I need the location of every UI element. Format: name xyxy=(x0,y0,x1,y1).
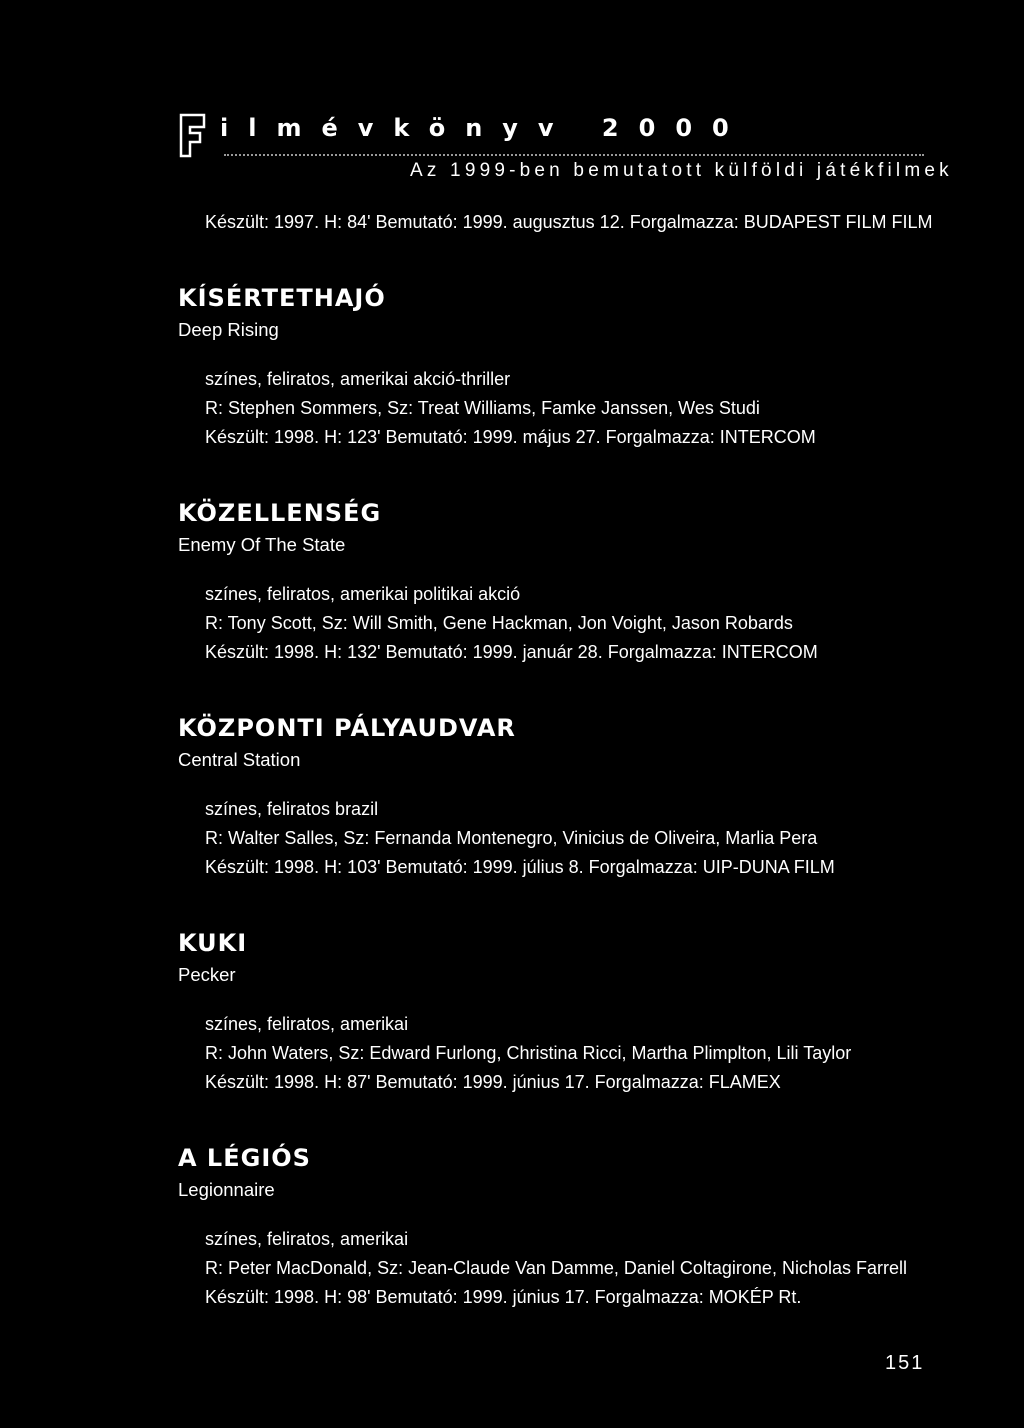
film-entry xyxy=(178,928,938,1097)
film-title: KÖZPONTI PÁLYAUDVAR xyxy=(178,714,516,742)
film-title: KÍSÉRTETHAJÓ xyxy=(178,284,386,312)
film-credits: R: John Waters, Sz: Edward Furlong, Christina Ricci, Martha Plimplton, Lili Taylor xyxy=(205,1043,852,1063)
film-credits: R: Peter MacDonald, Sz: Jean-Claude Van Damme, Daniel Coltagirone, Nicholas Farrell xyxy=(205,1258,907,1278)
film-credits: R: Walter Salles, Sz: Fernanda Montenegro, Vinicius de Oliveira, Marlia Pera xyxy=(205,828,818,848)
film-details: Készült: 1998. H: 132' Bemutató: 1999. január 28. Forgalmazza: INTERCOM xyxy=(205,642,818,662)
film-genre: színes, feliratos, amerikai xyxy=(205,1014,409,1034)
film-genre: színes, feliratos, amerikai politikai akció xyxy=(205,584,521,604)
film-list xyxy=(178,208,938,1312)
film-genre: színes, feliratos brazil xyxy=(205,799,379,819)
film-entry xyxy=(178,1143,938,1312)
film-genre: színes, feliratos, amerikai akció-thriller xyxy=(205,369,511,389)
film-original-title: Central Station xyxy=(178,749,301,770)
film-credits: R: Tony Scott, Sz: Will Smith, Gene Hackman, Jon Voight, Jason Robards xyxy=(205,613,793,633)
logo-f-icon xyxy=(178,112,206,158)
header-dotted-rule xyxy=(224,154,924,156)
film-entry xyxy=(178,498,938,667)
film-details: Készült: 1998. H: 98' Bemutató: 1999. június 17. Forgalmazza: MOKÉP Rt. xyxy=(205,1287,802,1307)
film-original-title: Legionnaire xyxy=(178,1179,275,1200)
film-entry xyxy=(178,713,938,882)
book-title: ilmévkönyv 2000 xyxy=(220,114,749,142)
film-details: Készült: 1998. H: 87' Bemutató: 1999. június 17. Forgalmazza: FLAMEX xyxy=(205,1072,781,1092)
film-title: A LÉGIÓS xyxy=(178,1144,311,1172)
film-details: Készült: 1998. H: 103' Bemutató: 1999. július 8. Forgalmazza: UIP-DUNA FILM xyxy=(205,857,835,877)
film-title: KÖZELLENSÉG xyxy=(178,499,382,527)
film-original-title: Enemy Of The State xyxy=(178,534,346,555)
film-details: Készült: 1998. H: 123' Bemutató: 1999. május 27. Forgalmazza: INTERCOM xyxy=(205,427,816,447)
film-entry xyxy=(178,283,938,452)
film-original-title: Pecker xyxy=(178,964,236,985)
continued-entry-details: Készült: 1997. H: 84' Bemutató: 1999. augusztus 12. Forgalmazza: BUDAPEST FILM FILM xyxy=(205,212,933,232)
film-title: KUKI xyxy=(178,929,248,957)
section-subtitle: Az 1999-ben bemutatott külföldi játékfilmek xyxy=(410,160,953,181)
film-credits: R: Stephen Sommers, Sz: Treat Williams, Famke Janssen, Wes Studi xyxy=(205,398,760,418)
page-header xyxy=(178,112,953,192)
page-number: 151 xyxy=(885,1352,925,1374)
film-genre: színes, feliratos, amerikai xyxy=(205,1229,409,1249)
film-original-title: Deep Rising xyxy=(178,319,279,340)
